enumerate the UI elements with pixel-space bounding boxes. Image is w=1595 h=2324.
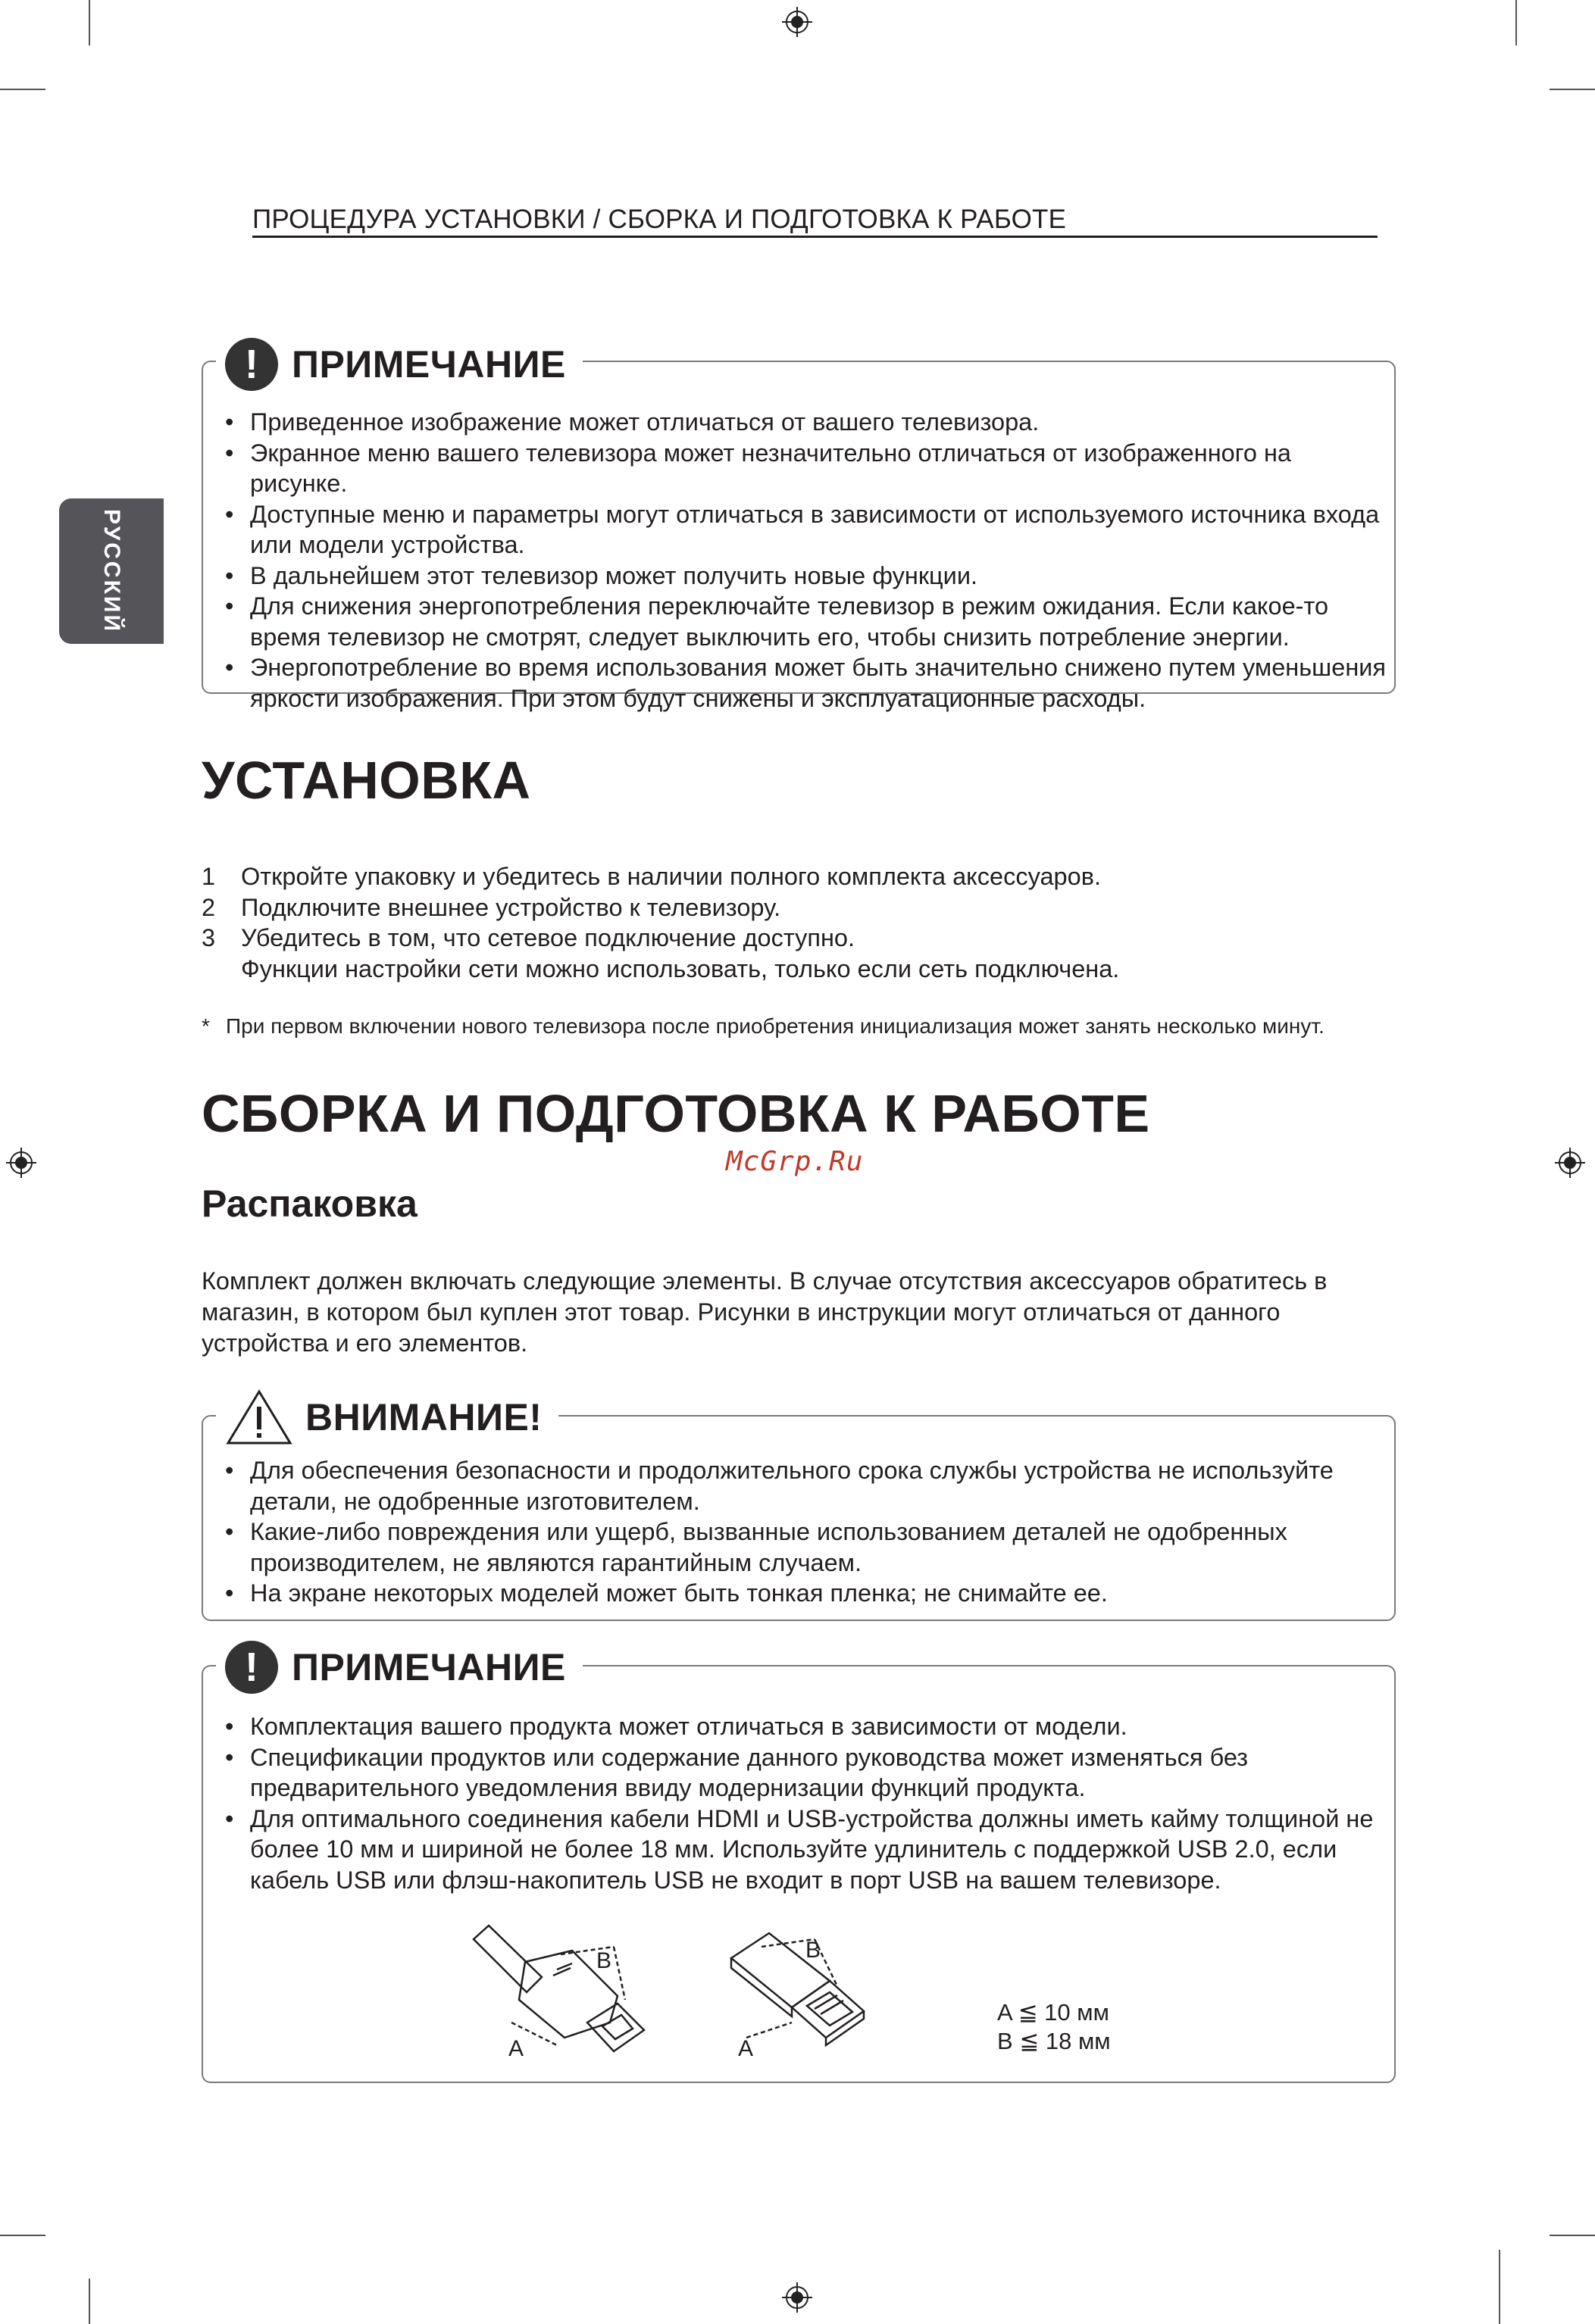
step-extra-text: Функции настройки сети можно использовать, только если сеть подключена. — [241, 954, 1120, 982]
warning-triangle-icon — [225, 1388, 293, 1446]
assembly-heading: СБОРКА И ПОДГОТОВКА К РАБОТЕ — [202, 1084, 1150, 1143]
unpacking-heading: Распаковка — [202, 1182, 418, 1225]
caution-title: ВНИМАНИЕ! — [305, 1396, 543, 1438]
crop-mark — [89, 0, 90, 45]
caution-list — [205, 1455, 1387, 1609]
figure-label-a: A — [508, 2036, 524, 2061]
list-item: • В дальнейшем этот телевизор может получить новые функции. — [205, 561, 1387, 592]
crop-mark — [1515, 0, 1517, 45]
dimension-b: B ≦ 18 мм — [997, 2028, 1111, 2054]
unpacking-intro: Комплект должен включать следующие элементы. В случае отсутствия аксессуаров обратитесь в магазин, в котором был куплен этот товар. Рисунки в инструкции могут отличаться от данного устройства и его элементов. — [202, 1267, 1328, 1357]
step-item — [202, 892, 1399, 923]
registration-mark-icon — [1555, 1148, 1585, 1178]
crop-mark — [89, 2279, 90, 2324]
list-item: • Энергопотребление во время использования может быть значительно снижено путем уменьшения яркости изображения. При этом будут снижены и эксплуатационные расходы. — [205, 652, 1387, 714]
hdmi-connector-illustration — [466, 1916, 663, 2068]
registration-mark-icon — [782, 7, 812, 37]
registration-mark-icon — [6, 1148, 36, 1178]
note-list — [205, 1711, 1387, 1895]
running-head-rule — [252, 236, 1378, 238]
footnote — [202, 1014, 1414, 1039]
step-text: Откройте упаковку и убедитесь в наличии полного комплекта аксессуаров. — [241, 863, 1101, 890]
step-text: Подключите внешнее устройство к телевизору. — [241, 893, 781, 921]
crop-mark — [0, 2235, 45, 2236]
list-item: • Доступные меню и параметры могут отличаться в зависимости от используемого источника входа или модели устройства. — [205, 499, 1387, 561]
figure-label-a: A — [738, 2036, 754, 2061]
list-item: • Комплектация вашего продукта может отличаться в зависимости от модели. — [205, 1711, 1387, 1742]
step-item — [202, 954, 1399, 985]
list-item: • Спецификации продуктов или содержание данного руководства может изменяться без предварительного уведомления ввиду модернизации функций продукта. — [205, 1742, 1387, 1804]
figure-label-b: B — [805, 1938, 821, 1963]
running-head: ПРОЦЕДУРА УСТАНОВКИ / СБОРКА И ПОДГОТОВКА К РАБОТЕ — [252, 205, 1067, 234]
note-title: ПРИМЕЧАНИЕ — [292, 342, 566, 386]
step-number: 3 — [202, 924, 216, 951]
note-title: ПРИМЕЧАНИЕ — [292, 1645, 566, 1688]
dimension-a: A ≦ 10 мм — [997, 1999, 1109, 2026]
step-item — [202, 861, 1399, 892]
exclamation-icon: ! — [225, 338, 278, 391]
crop-mark — [1550, 89, 1595, 90]
note-header — [216, 1638, 583, 1695]
step-number: 2 — [202, 893, 216, 921]
list-item: • Для оптимального соединения кабели HDMI и USB-устройства должны иметь кайму толщиной не более 10 мм и шириной не более 18 мм. Используйте удлинитель с поддержкой USB 2.0, если кабель USB или флэш-накопитель USB не входит в порт USB на вашем телевизоре. — [205, 1804, 1387, 1896]
installation-steps — [202, 861, 1399, 984]
footnote-mark: * — [202, 1014, 210, 1038]
list-item: • Приведенное изображение может отличаться от вашего телевизора. — [205, 407, 1387, 438]
step-item — [202, 923, 1399, 954]
exclamation-icon: ! — [225, 1641, 278, 1694]
note-list — [205, 407, 1387, 714]
crop-mark — [1550, 2235, 1595, 2236]
note-header — [216, 336, 583, 392]
step-number: 1 — [202, 863, 216, 890]
registration-mark-icon — [782, 2282, 812, 2313]
list-item: • Экранное меню вашего телевизора может незначительно отличаться от изображенного на рисунке. — [205, 438, 1387, 499]
watermark: McGrp.Ru — [726, 1146, 864, 1177]
caution-header — [216, 1388, 558, 1447]
list-item: • На экране некоторых моделей может быть тонкая пленка; не снимайте ее. — [205, 1578, 1387, 1609]
step-text: Убедитесь в том, что сетевое подключение доступно. — [241, 924, 855, 951]
crop-mark — [1499, 2250, 1500, 2324]
list-item: • Для обеспечения безопасности и продолжительного срока службы устройства не используйте детали, не одобренные изготовителем. — [205, 1455, 1387, 1517]
language-tab — [59, 498, 164, 644]
installation-heading: УСТАНОВКА — [202, 751, 531, 810]
figure-label-b: B — [596, 1948, 612, 1973]
language-tab-label: РУССКИЙ — [99, 508, 124, 634]
crop-mark — [0, 89, 45, 90]
list-item: • Для снижения энергопотребления переключайте телевизор в режим ожидания. Если какое-то время телевизор не смотрят, следует выключить его, чтобы снизить потребление энергии. — [205, 591, 1387, 652]
footnote-text: При первом включении нового телевизора после приобретения инициализация может занять несколько минут. — [226, 1014, 1324, 1038]
list-item: • Какие-либо повреждения или ущерб, вызванные использованием деталей не одобренных производителем, не являются гарантийным случаем. — [205, 1517, 1387, 1578]
